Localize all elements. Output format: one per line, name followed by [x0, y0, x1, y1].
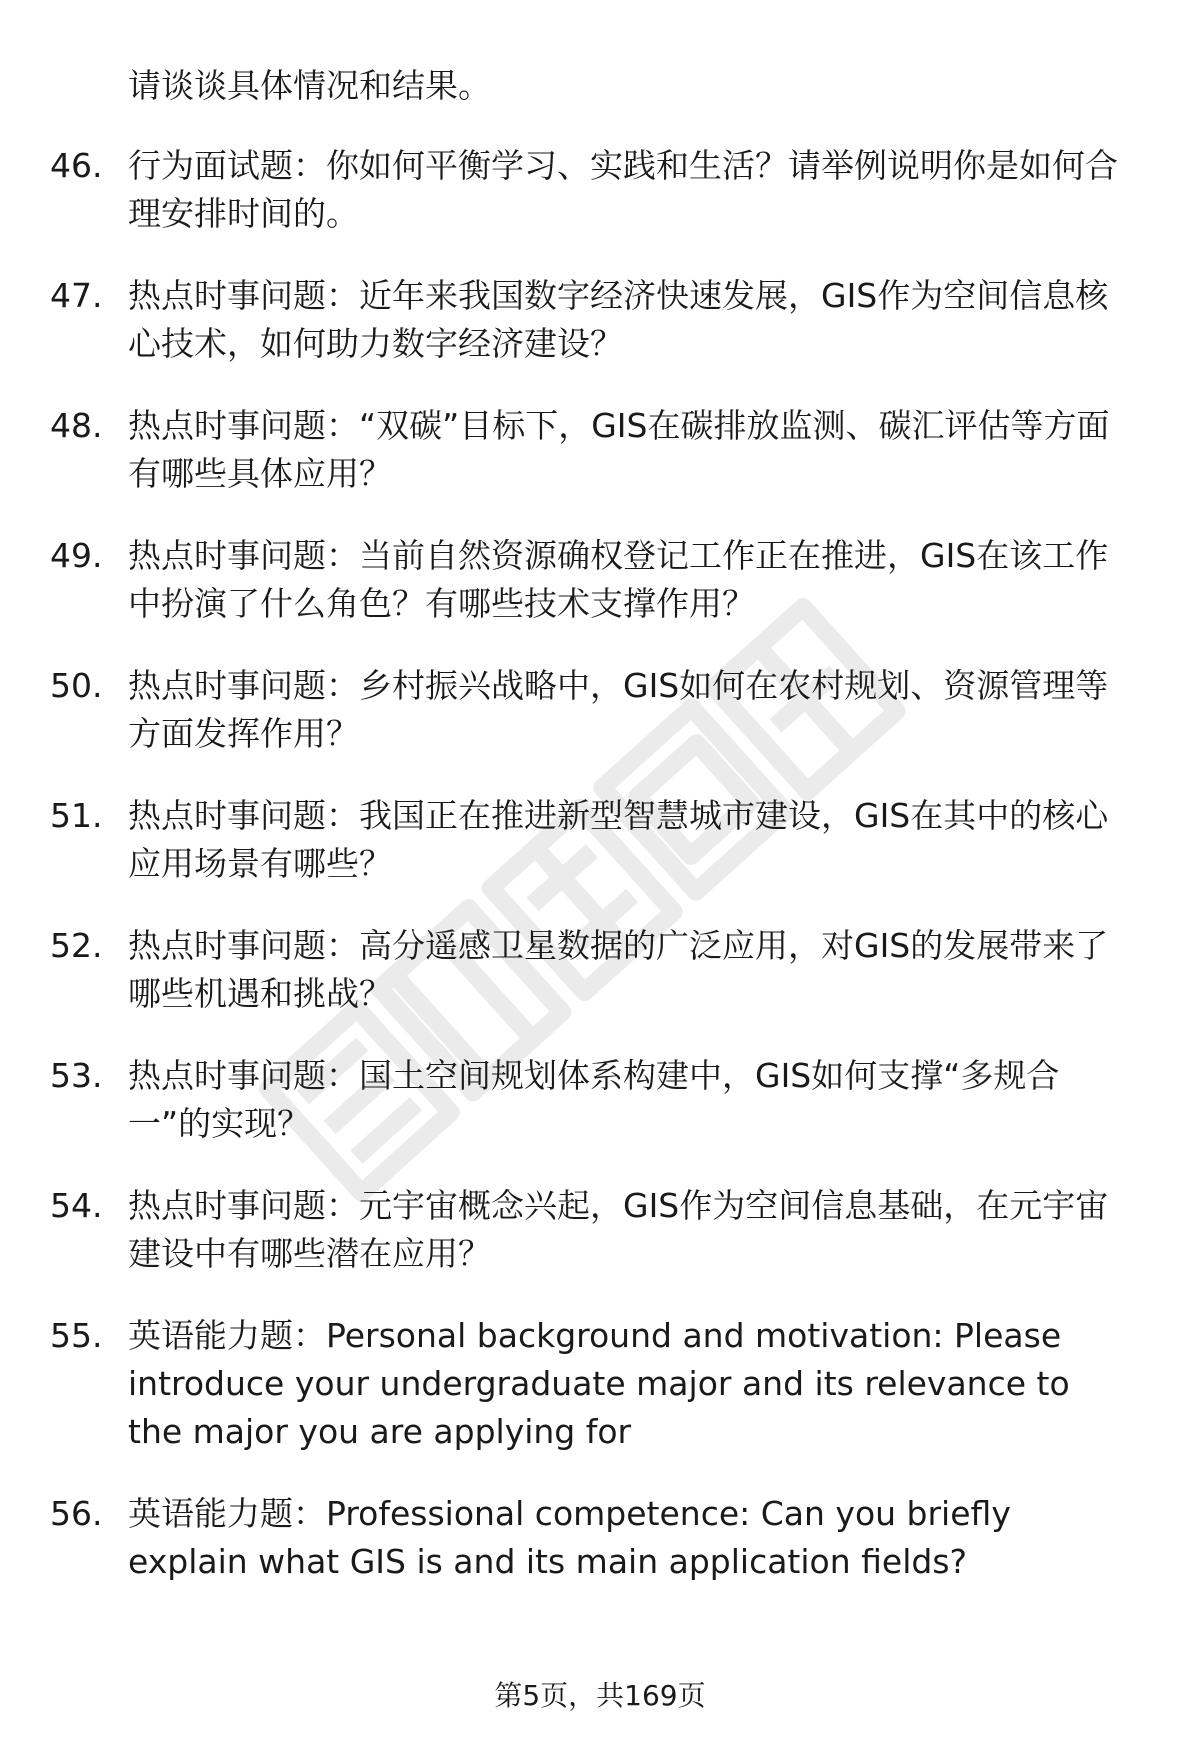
- question-text: 英语能力题：Personal background and motivation: Please introduce your undergraduate major and its relevance to the major you are applying for: [128, 1316, 1070, 1451]
- question-number: 54.: [50, 1186, 103, 1225]
- question-number: 51.: [50, 796, 103, 835]
- list-item: [0, 402, 1200, 498]
- list-item: [0, 922, 1200, 1018]
- question-text: 英语能力题：Professional competence: Can you briefly explain what GIS is and its main application fields?: [128, 1494, 1011, 1581]
- question-number: 53.: [50, 1056, 103, 1095]
- question-number: 52.: [50, 926, 103, 965]
- list-item: [0, 142, 1200, 238]
- list-item: [0, 532, 1200, 628]
- question-text: 热点时事问题：我国正在推进新型智慧城市建设，GIS在其中的核心应用场景有哪些？: [128, 796, 1109, 883]
- question-number: 50.: [50, 666, 103, 705]
- question-text: 热点时事问题：近年来我国数字经济快速发展，GIS作为空间信息核心技术，如何助力数字经济建设？: [128, 276, 1109, 363]
- question-text: 行为面试题：你如何平衡学习、实践和生活？请举例说明你是如何合理安排时间的。: [128, 146, 1118, 233]
- page-number-footer: 第5页，共169页: [494, 1679, 706, 1712]
- question-text: 热点时事问题：当前自然资源确权登记工作正在推进，GIS在该工作中扮演了什么角色？有哪些技术支撑作用？: [128, 536, 1109, 623]
- list-item: [0, 1312, 1200, 1456]
- question-number: 47.: [50, 276, 103, 315]
- question-number: 48.: [50, 406, 103, 445]
- list-item: [0, 1052, 1200, 1148]
- list-item: [0, 1182, 1200, 1278]
- list-item: [0, 662, 1200, 758]
- question-number: 55.: [50, 1316, 103, 1355]
- list-item: [0, 792, 1200, 888]
- question-text: 热点时事问题：乡村振兴战略中，GIS如何在农村规划、资源管理等方面发挥作用？: [128, 666, 1109, 753]
- question-number: 49.: [50, 536, 103, 575]
- question-number: 56.: [50, 1494, 103, 1533]
- question-text: 热点时事问题：“双碳”目标下，GIS在碳排放监测、碳汇评估等方面有哪些具体应用？: [128, 406, 1110, 493]
- question-text: 热点时事问题：高分遥感卫星数据的广泛应用，对GIS的发展带来了哪些机遇和挑战？: [128, 926, 1109, 1013]
- list-item: [0, 1490, 1200, 1586]
- question-text: 热点时事问题：国土空间规划体系构建中，GIS如何支撑“多规合一”的实现？: [128, 1056, 1060, 1143]
- question-text: 热点时事问题：元宇宙概念兴起，GIS作为空间信息基础，在元宇宙建设中有哪些潜在应用？: [128, 1186, 1109, 1273]
- question-list: [0, 142, 1200, 1620]
- question-number: 46.: [50, 146, 103, 185]
- list-item: [0, 272, 1200, 368]
- continued-question-text: 请谈谈具体情况和结果。: [128, 66, 491, 105]
